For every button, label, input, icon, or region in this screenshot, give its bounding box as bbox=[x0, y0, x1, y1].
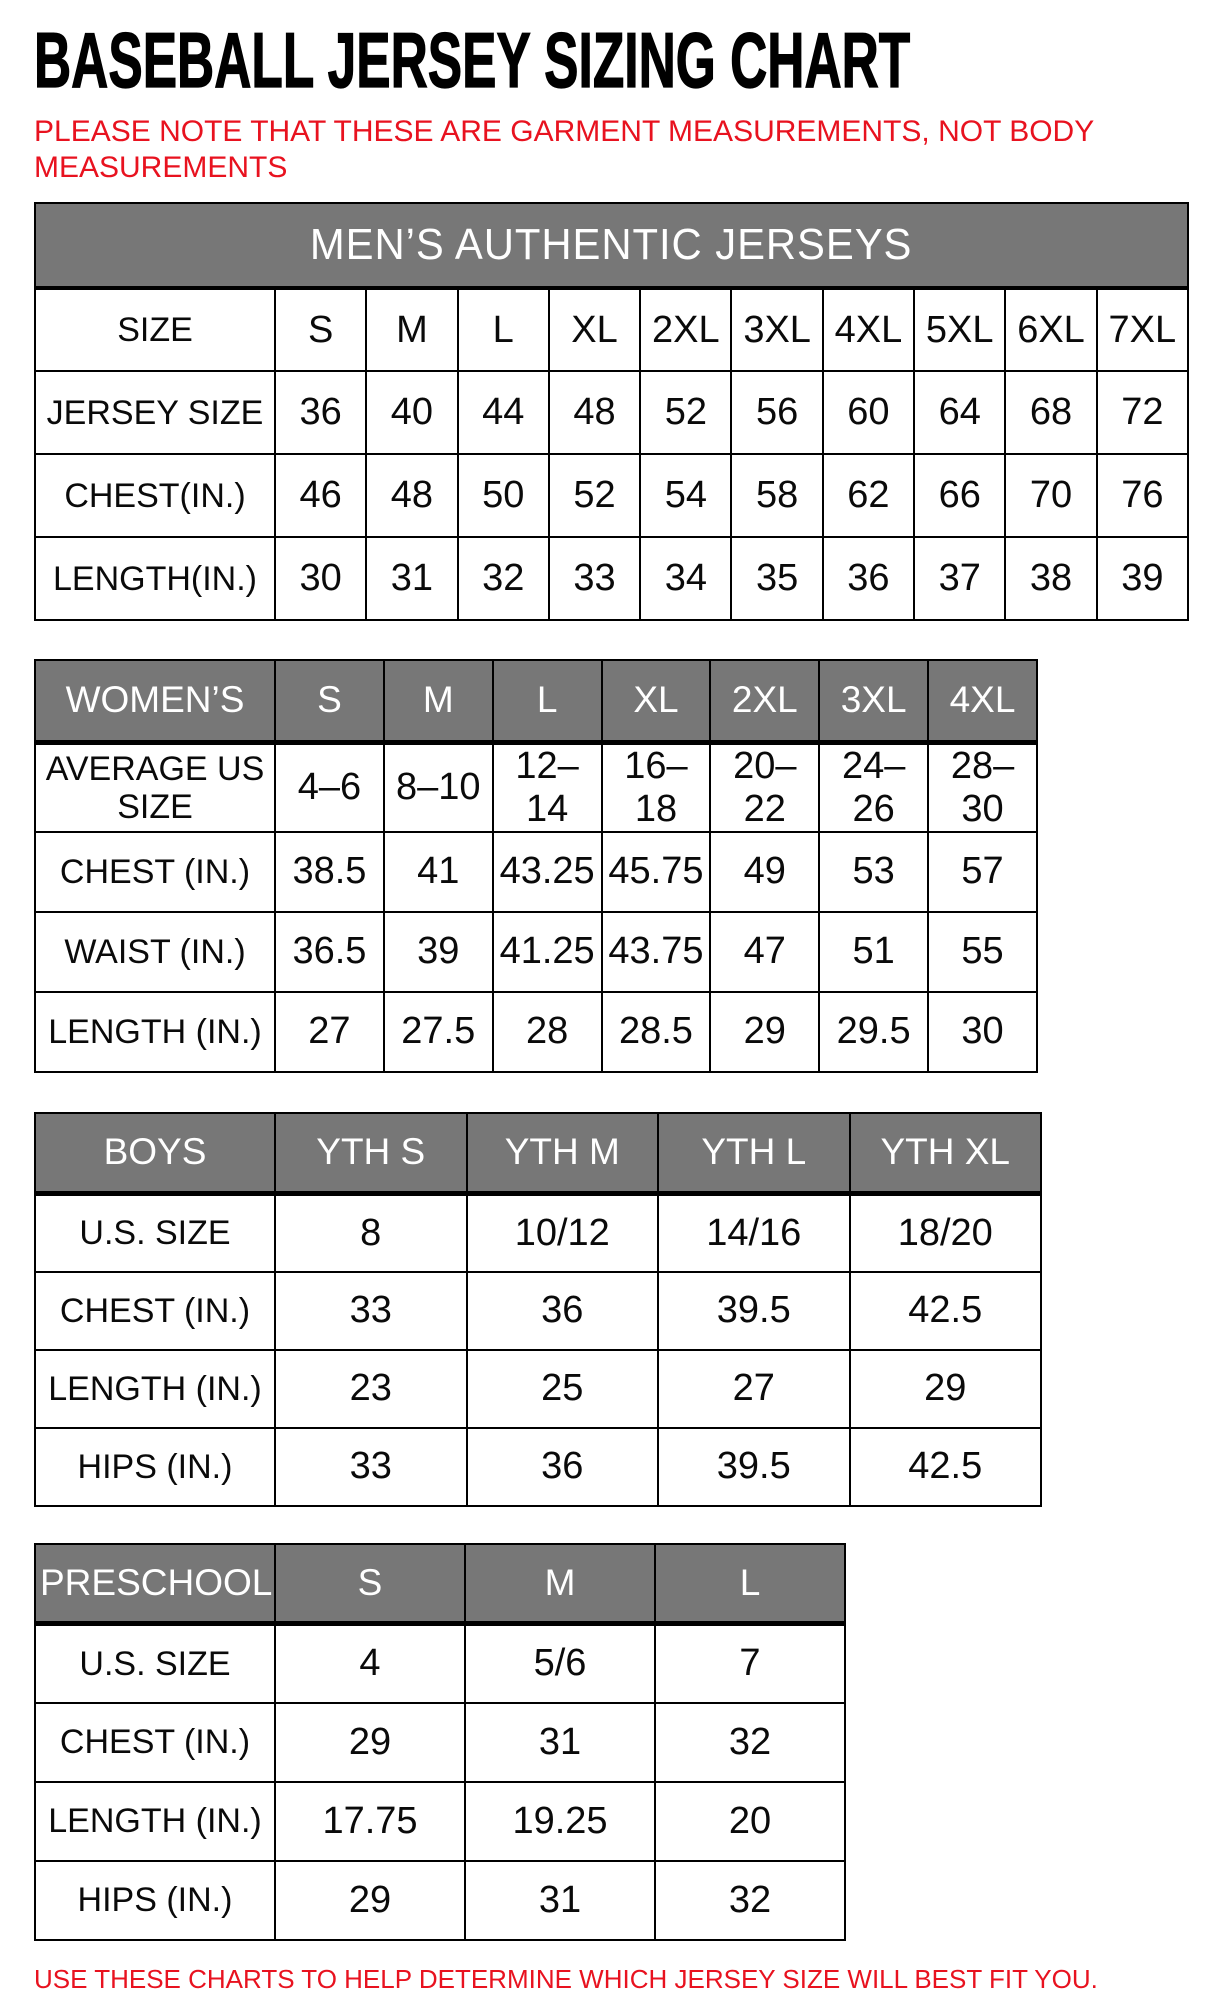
cell-value: 41 bbox=[384, 832, 493, 912]
cell-value: 27 bbox=[658, 1350, 850, 1428]
cell-value: 38 bbox=[1005, 537, 1096, 620]
boys-col-yth-m: YTH M bbox=[467, 1113, 659, 1194]
note-line-1: PLEASE NOTE THAT THESE ARE GARMENT MEASUREMENTS, NOT BODY bbox=[34, 115, 1095, 148]
cell-value: 36 bbox=[823, 537, 914, 620]
row-label: AVERAGE US SIZE bbox=[35, 742, 275, 832]
womens-col-s: S bbox=[275, 660, 384, 742]
cell-value: 30 bbox=[928, 992, 1037, 1072]
cell-value: 39.5 bbox=[658, 1272, 850, 1350]
cell-value: 19.25 bbox=[465, 1782, 655, 1861]
cell-value: 48 bbox=[366, 454, 457, 537]
cell-value: 46 bbox=[275, 454, 366, 537]
cell-value: 47 bbox=[710, 912, 819, 992]
row-label: CHEST (IN.) bbox=[35, 832, 275, 912]
cell-value: 58 bbox=[731, 454, 822, 537]
womens-row-average-us-size bbox=[35, 742, 1037, 832]
page-title bbox=[34, 16, 911, 104]
preschool-row-length-in bbox=[35, 1782, 845, 1861]
cell-value: 52 bbox=[549, 454, 640, 537]
womens-table-grid bbox=[34, 659, 1038, 1073]
cell-value: 32 bbox=[655, 1703, 845, 1782]
cell-value: 49 bbox=[710, 832, 819, 912]
cell-value: 37 bbox=[914, 537, 1005, 620]
womens-col-xl: XL bbox=[602, 660, 711, 742]
boys-row-chest-in bbox=[35, 1272, 1041, 1350]
garment-measurements-note bbox=[34, 114, 1220, 186]
cell-value: 8 bbox=[275, 1194, 467, 1272]
cell-value: 10/12 bbox=[467, 1194, 659, 1272]
womens-row-chest-in bbox=[35, 832, 1037, 912]
cell-value: 51 bbox=[819, 912, 928, 992]
womens-sizing-table bbox=[34, 659, 1220, 1073]
cell-value: 57 bbox=[928, 832, 1037, 912]
cell-value: 41.25 bbox=[493, 912, 602, 992]
cell-value: 36 bbox=[275, 371, 366, 454]
cell-value: 36.5 bbox=[275, 912, 384, 992]
mens-row-jersey-size bbox=[35, 371, 1188, 454]
cell-value: 4XL bbox=[823, 288, 914, 371]
cell-value: 12–14 bbox=[493, 742, 602, 832]
mens-row-chest-in bbox=[35, 454, 1188, 537]
cell-value: 6XL bbox=[1005, 288, 1096, 371]
boys-table-grid bbox=[34, 1112, 1042, 1507]
page-title-text: BASEBALL JERSEY SIZING CHART bbox=[34, 16, 911, 104]
row-label: LENGTH (IN.) bbox=[35, 992, 275, 1072]
cell-value: 20 bbox=[655, 1782, 845, 1861]
cell-value: 55 bbox=[928, 912, 1037, 992]
cell-value: 29 bbox=[275, 1861, 465, 1940]
womens-header-label: WOMEN’S bbox=[35, 660, 275, 742]
cell-value: 29 bbox=[850, 1350, 1042, 1428]
cell-value: 39 bbox=[384, 912, 493, 992]
cell-value: 39 bbox=[1097, 537, 1188, 620]
cell-value: 3XL bbox=[731, 288, 822, 371]
cell-value: 18/20 bbox=[850, 1194, 1042, 1272]
boys-row-u-s-size bbox=[35, 1194, 1041, 1272]
cell-value: 28 bbox=[493, 992, 602, 1072]
cell-value: 42.5 bbox=[850, 1428, 1042, 1506]
note-line-2: MEASUREMENTS bbox=[34, 151, 288, 184]
boys-col-yth-l: YTH L bbox=[658, 1113, 850, 1194]
preschool-row-hips-in bbox=[35, 1861, 845, 1940]
cell-value: 2XL bbox=[640, 288, 731, 371]
row-label: CHEST (IN.) bbox=[35, 1703, 275, 1782]
cell-value: XL bbox=[549, 288, 640, 371]
cell-value: 35 bbox=[731, 537, 822, 620]
cell-value: 39.5 bbox=[658, 1428, 850, 1506]
cell-value: 32 bbox=[655, 1861, 845, 1940]
row-label: CHEST(IN.) bbox=[35, 454, 275, 537]
womens-header-row bbox=[35, 660, 1037, 742]
cell-value: 31 bbox=[366, 537, 457, 620]
womens-col-2xl: 2XL bbox=[710, 660, 819, 742]
boys-col-yth-s: YTH S bbox=[275, 1113, 467, 1194]
mens-banner-text: MEN’S AUTHENTIC JERSEYS bbox=[310, 220, 913, 269]
row-label: LENGTH (IN.) bbox=[35, 1782, 275, 1861]
cell-value: 31 bbox=[465, 1861, 655, 1940]
cell-value: 38.5 bbox=[275, 832, 384, 912]
cell-value: 16–18 bbox=[602, 742, 711, 832]
cell-value: 23 bbox=[275, 1350, 467, 1428]
cell-value: 30 bbox=[275, 537, 366, 620]
row-label: WAIST (IN.) bbox=[35, 912, 275, 992]
preschool-header-row bbox=[35, 1544, 845, 1624]
row-label: LENGTH(IN.) bbox=[35, 537, 275, 620]
cell-value: 52 bbox=[640, 371, 731, 454]
cell-value: L bbox=[458, 288, 549, 371]
boys-col-yth-xl: YTH XL bbox=[850, 1113, 1042, 1194]
cell-value: 72 bbox=[1097, 371, 1188, 454]
boys-row-length-in bbox=[35, 1350, 1041, 1428]
cell-value: 31 bbox=[465, 1703, 655, 1782]
cell-value: 5XL bbox=[914, 288, 1005, 371]
cell-value: 54 bbox=[640, 454, 731, 537]
cell-value: 66 bbox=[914, 454, 1005, 537]
footer-note bbox=[34, 1963, 1220, 1995]
cell-value: 60 bbox=[823, 371, 914, 454]
preschool-col-s: S bbox=[275, 1544, 465, 1624]
cell-value: 24–26 bbox=[819, 742, 928, 832]
womens-col-m: M bbox=[384, 660, 493, 742]
preschool-table-grid bbox=[34, 1543, 846, 1941]
cell-value: 68 bbox=[1005, 371, 1096, 454]
cell-value: 29 bbox=[275, 1703, 465, 1782]
cell-value: 48 bbox=[549, 371, 640, 454]
preschool-row-chest-in bbox=[35, 1703, 845, 1782]
womens-row-waist-in bbox=[35, 912, 1037, 992]
cell-value: 34 bbox=[640, 537, 731, 620]
cell-value: 36 bbox=[467, 1428, 659, 1506]
cell-value: 4 bbox=[275, 1624, 465, 1703]
mens-row-size bbox=[35, 288, 1188, 371]
cell-value: 45.75 bbox=[602, 832, 711, 912]
cell-value: 64 bbox=[914, 371, 1005, 454]
preschool-header-label: PRESCHOOL bbox=[35, 1544, 275, 1624]
row-label: U.S. SIZE bbox=[35, 1194, 275, 1272]
cell-value: 33 bbox=[275, 1428, 467, 1506]
row-label: LENGTH (IN.) bbox=[35, 1350, 275, 1428]
row-label: U.S. SIZE bbox=[35, 1624, 275, 1703]
cell-value: 17.75 bbox=[275, 1782, 465, 1861]
cell-value: 70 bbox=[1005, 454, 1096, 537]
cell-value: 44 bbox=[458, 371, 549, 454]
mens-banner-row bbox=[35, 203, 1188, 288]
cell-value: 28–30 bbox=[928, 742, 1037, 832]
cell-value: 27.5 bbox=[384, 992, 493, 1072]
boys-sizing-table bbox=[34, 1112, 1220, 1507]
preschool-col-m: M bbox=[465, 1544, 655, 1624]
womens-col-3xl: 3XL bbox=[819, 660, 928, 742]
cell-value: 14/16 bbox=[658, 1194, 850, 1272]
cell-value: M bbox=[366, 288, 457, 371]
mens-table-grid bbox=[34, 202, 1189, 621]
cell-value: 33 bbox=[549, 537, 640, 620]
cell-value: 7XL bbox=[1097, 288, 1188, 371]
row-label: SIZE bbox=[35, 288, 275, 371]
cell-value: 62 bbox=[823, 454, 914, 537]
cell-value: 53 bbox=[819, 832, 928, 912]
footer-note-text: USE THESE CHARTS TO HELP DETERMINE WHICH JERSEY SIZE WILL BEST FIT YOU. bbox=[34, 1963, 1098, 1994]
cell-value: 29.5 bbox=[819, 992, 928, 1072]
row-label: CHEST (IN.) bbox=[35, 1272, 275, 1350]
cell-value: 25 bbox=[467, 1350, 659, 1428]
cell-value: 20–22 bbox=[710, 742, 819, 832]
row-label: JERSEY SIZE bbox=[35, 371, 275, 454]
boys-row-hips-in bbox=[35, 1428, 1041, 1506]
cell-value: 4–6 bbox=[275, 742, 384, 832]
cell-value: 56 bbox=[731, 371, 822, 454]
womens-col-l: L bbox=[493, 660, 602, 742]
cell-value: 29 bbox=[710, 992, 819, 1072]
cell-value: 43.25 bbox=[493, 832, 602, 912]
womens-row-length-in bbox=[35, 992, 1037, 1072]
preschool-sizing-table bbox=[34, 1543, 1220, 1941]
cell-value: 8–10 bbox=[384, 742, 493, 832]
cell-value: 43.75 bbox=[602, 912, 711, 992]
cell-value: 42.5 bbox=[850, 1272, 1042, 1350]
mens-banner bbox=[35, 203, 1188, 288]
boys-header-row bbox=[35, 1113, 1041, 1194]
cell-value: 33 bbox=[275, 1272, 467, 1350]
cell-value: 36 bbox=[467, 1272, 659, 1350]
cell-value: 40 bbox=[366, 371, 457, 454]
mens-row-length-in bbox=[35, 537, 1188, 620]
cell-value: 32 bbox=[458, 537, 549, 620]
cell-value: 50 bbox=[458, 454, 549, 537]
cell-value: S bbox=[275, 288, 366, 371]
mens-authentic-jerseys-table bbox=[34, 202, 1220, 621]
cell-value: 27 bbox=[275, 992, 384, 1072]
row-label: HIPS (IN.) bbox=[35, 1861, 275, 1940]
cell-value: 7 bbox=[655, 1624, 845, 1703]
row-label: HIPS (IN.) bbox=[35, 1428, 275, 1506]
boys-header-label: BOYS bbox=[35, 1113, 275, 1194]
cell-value: 76 bbox=[1097, 454, 1188, 537]
womens-col-4xl: 4XL bbox=[928, 660, 1037, 742]
cell-value: 5/6 bbox=[465, 1624, 655, 1703]
cell-value: 28.5 bbox=[602, 992, 711, 1072]
preschool-col-l: L bbox=[655, 1544, 845, 1624]
preschool-row-u-s-size bbox=[35, 1624, 845, 1703]
